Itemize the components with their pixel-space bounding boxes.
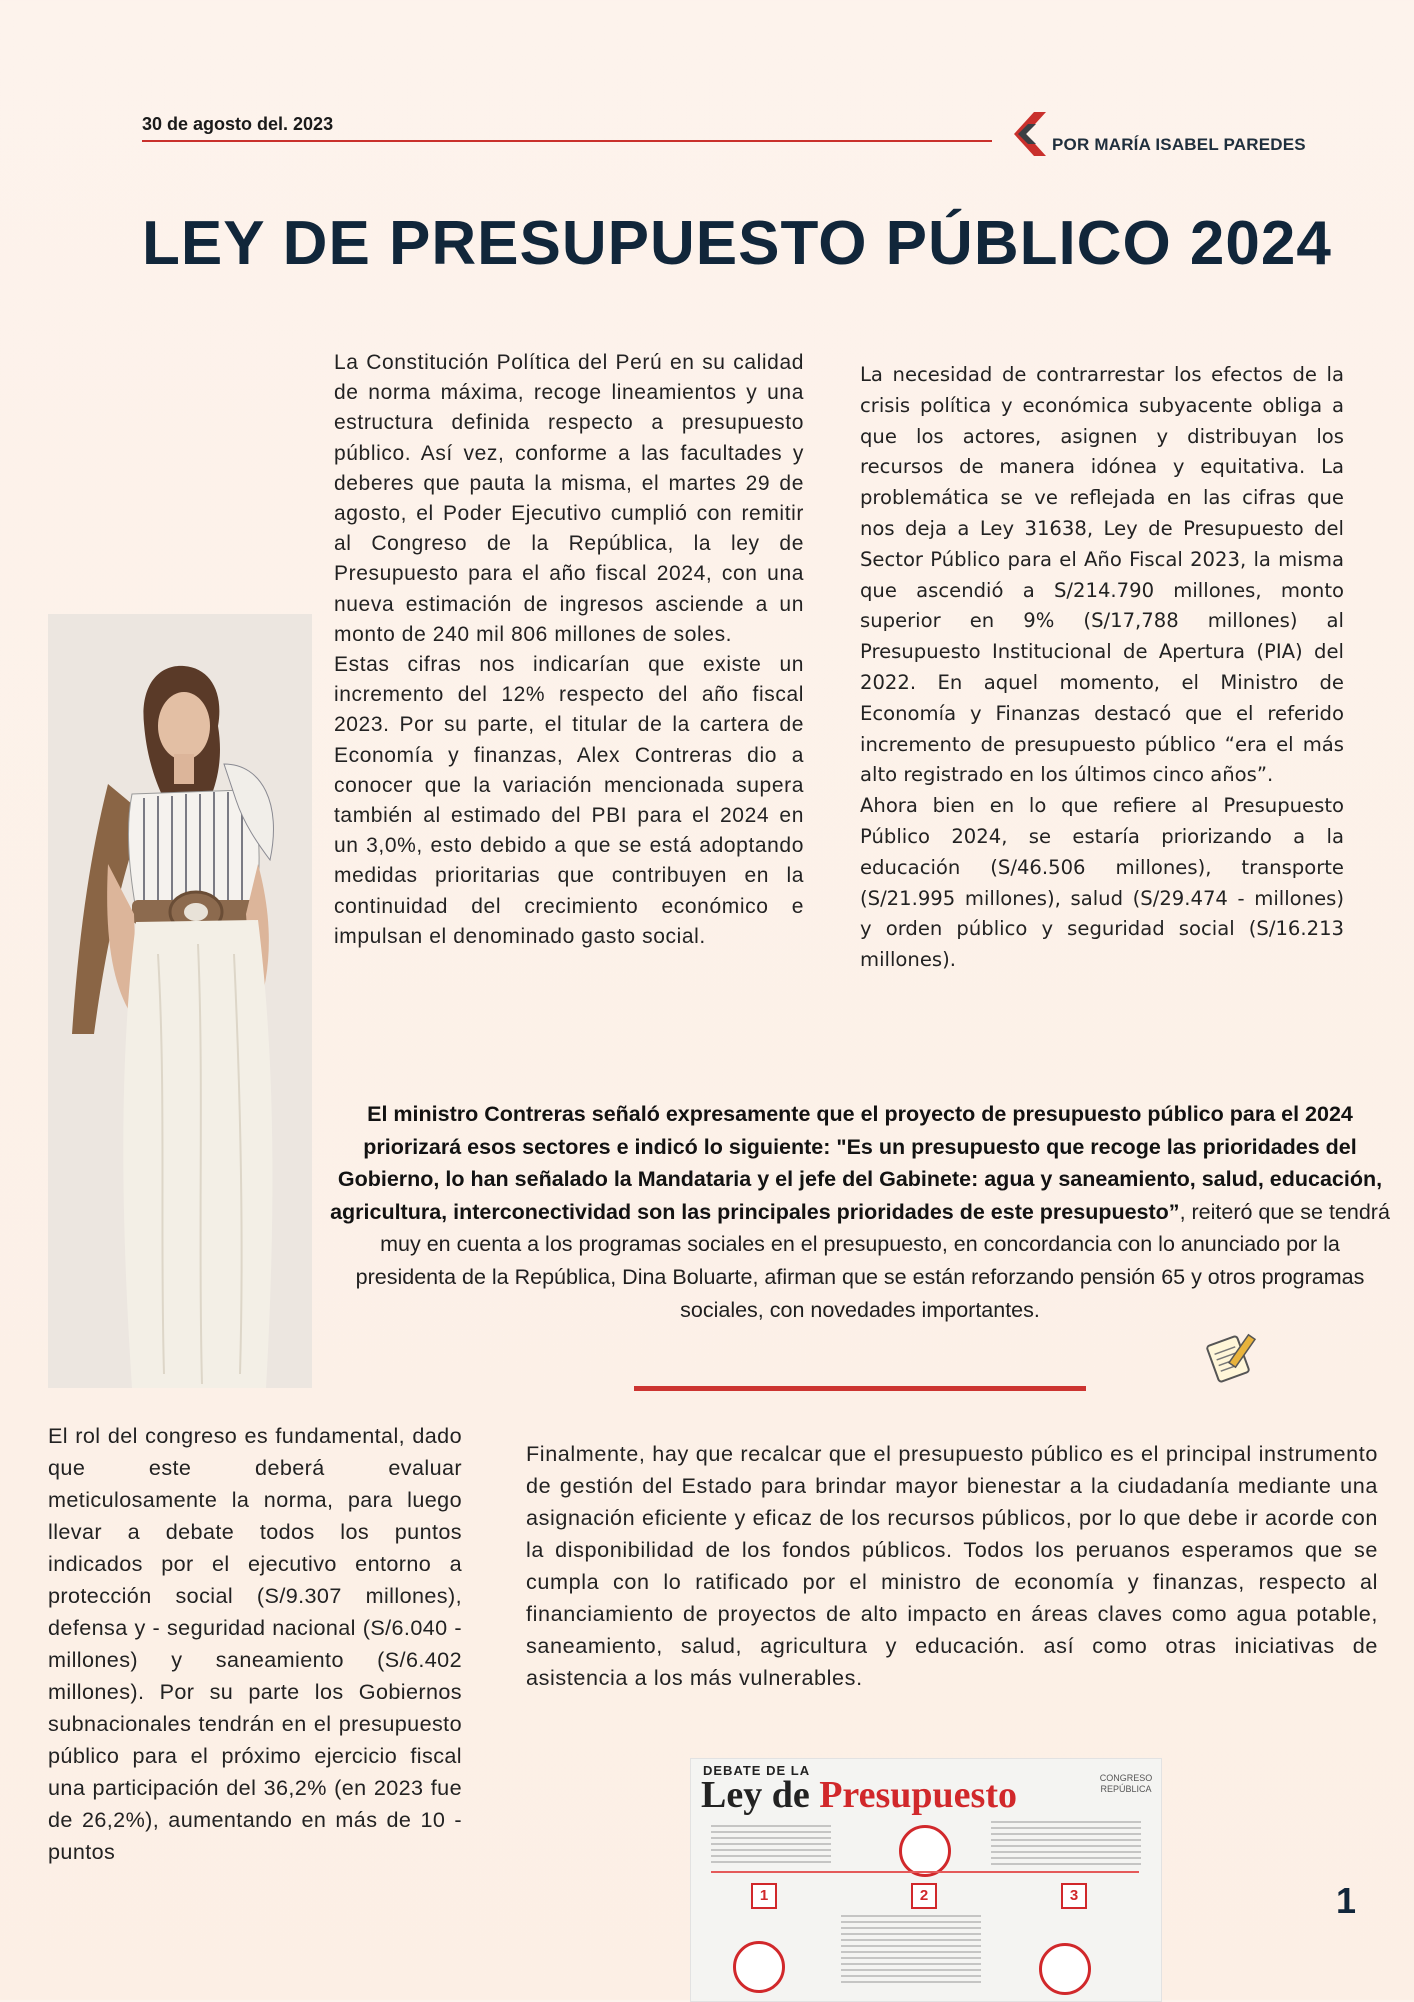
chat-icon bbox=[733, 1941, 785, 1993]
infographic-title bbox=[701, 1773, 1017, 1817]
infographic-kicker: DEBATE DE LA bbox=[703, 1763, 811, 1778]
infographic-text-block bbox=[841, 1915, 981, 1983]
header-divider bbox=[142, 140, 992, 142]
phone-calendar-icon bbox=[1039, 1943, 1091, 1995]
quote-text: , reiteró que se tendrá muy en cuenta a los programas sociales en el presupuesto, en concordancia con lo anunciado por la presidenta de la República, Dina Boluarte, afirman que se están reforzando pensión 65 y otros programas sociales, con novedades importantes. bbox=[355, 1199, 1390, 1322]
group-icon bbox=[899, 1825, 951, 1877]
paragraph: Ahora bien en lo que refiere al Presupuesto Público 2024, se estaría priorizando a la educación (S/46.506 millones), transporte (S/21.995 millones), salud (S/29.474 - millones) y orden público y seguridad social (S/16.213 millones). bbox=[860, 794, 1344, 972]
woman-portrait-illustration bbox=[48, 614, 312, 1388]
paragraph: Estas cifras nos indicarían que existe un incremento del 12% respecto del año fiscal 2023. Por su parte, el titular de la cartera de Economía y finanzas, Alex Contreras dio a conocer que la variación mencionada supera también al estimado del PBI para el 2024 en un 3,0%, esto debido a que se está adoptando medidas prioritarias que contribuyen en la continuidad del crecimiento económico e impulsan el denominado gasto social. bbox=[334, 653, 804, 948]
infographic-title-part2: Presupuesto bbox=[819, 1774, 1017, 1816]
byline bbox=[1012, 112, 1306, 156]
article-column-bottom-right: Finalmente, hay que recalcar que el presupuesto público es el principal instrumento de gestión del Estado para brindar mayor bienestar a la ciudadanía mediante una asignación eficiente y eficaz de los recursos públicos, por lo que debe ir acorde con la disponibilidad de los fondos públicos. Todos los peruanos esperamos que se cumpla con lo ratificado por el ministro de economía y finanzas, respecto al financiamiento de proyectos de alto impacto en áreas claves como agua potable, saneamiento, salud, agricultura y educación. así como otras iniciativas de asistencia a los más vulnerables. bbox=[526, 1441, 1378, 1690]
page-title: LEY DE PRESUPUESTO PÚBLICO 2024 bbox=[142, 209, 1332, 278]
infographic-title-part1: Ley de bbox=[701, 1774, 820, 1816]
infographic-text-block bbox=[991, 1821, 1141, 1869]
step-number: 2 bbox=[911, 1883, 937, 1909]
page-number: 1 bbox=[1336, 1880, 1357, 1921]
quote-emphasis: El ministro Contreras señaló expresamente que el proyecto de presupuesto público para el 2024 priorizará esos sectores e indicó lo siguiente: "Es un presupuesto que recoge las prioridades del Gobierno, lo han señalado la Mandataria y el jefe del Gabinete: agua y saneamiento, salud, educación, agricultura, interconectividad son las principales prioridades de este presupuesto” bbox=[330, 1102, 1383, 1224]
infographic-text-block bbox=[711, 1825, 831, 1865]
paragraph: La Constitución Política del Perú en su calidad de norma máxima, recoge lineamientos y una estructura definida respecto a presupuesto público. Así vez, conforme a las facultades y deberes que pauta la misma, el martes 29 de agosto, el Poder Ejecutivo cumplió con remitir al Congreso de la República, la ley de Presupuesto para el año fiscal 2024, con una nueva estimación de ingresos asciende a un monto de 240 mil 806 millones de soles. bbox=[334, 351, 804, 646]
step-number: 1 bbox=[751, 1883, 777, 1909]
brand-arrow-logo bbox=[1012, 112, 1046, 156]
notepad-pencil-icon bbox=[1204, 1328, 1262, 1391]
author-name: POR MARÍA ISABEL PAREDES bbox=[1052, 135, 1306, 154]
publication-date: 30 de agosto del. 2023 bbox=[142, 114, 334, 134]
quote-divider bbox=[634, 1386, 1086, 1391]
infographic-timeline bbox=[711, 1871, 1139, 1873]
budget-debate-infographic bbox=[690, 1758, 1162, 2002]
step-number: 3 bbox=[1061, 1883, 1087, 1909]
article-column-right bbox=[860, 360, 1344, 976]
article-column-left bbox=[334, 348, 804, 952]
paragraph: La necesidad de contrarrestar los efectos de la crisis política y económica subyacente obliga a que los actores, asignen y distribuyan los recursos de manera idónea y equitativa. La problemática se ve reflejada en las cifras que nos deja a Ley 31638, Ley de Presupuesto del Sector Público para el Año Fiscal 2023, la misma que ascendió a S/214.790 millones, monto superior en 9% (S/17,788 millones) al Presupuesto Institucional de Apertura (PIA) del 2022. En aquel momento, el Ministro de Economía y Finanzas destacó que el referido incremento de presupuesto público “era el más alto registrado en los últimos cinco años”. bbox=[860, 363, 1344, 787]
infographic-org-label: CONGRESO REPÚBLICA bbox=[1099, 1773, 1153, 1794]
article-column-bottom-left: El rol del congreso es fundamental, dado que este deberá evaluar meticulosamente la norma, para luego llevar a debate todos los puntos indicados por el ejecutivo entorno a protección social (S/9.307 millones), defensa y - seguridad nacional (S/6.040 - millones) y saneamiento (S/6.402 millones). Por su parte los Gobiernos subnacionales tendrán en el presupuesto público para el próximo ejercicio fiscal una participación del 36,2% (en 2023 fue de 26,2%), aumentando en más de 10 - puntos bbox=[48, 1423, 462, 1864]
author-photo bbox=[48, 614, 312, 1388]
pull-quote bbox=[330, 1098, 1390, 1326]
